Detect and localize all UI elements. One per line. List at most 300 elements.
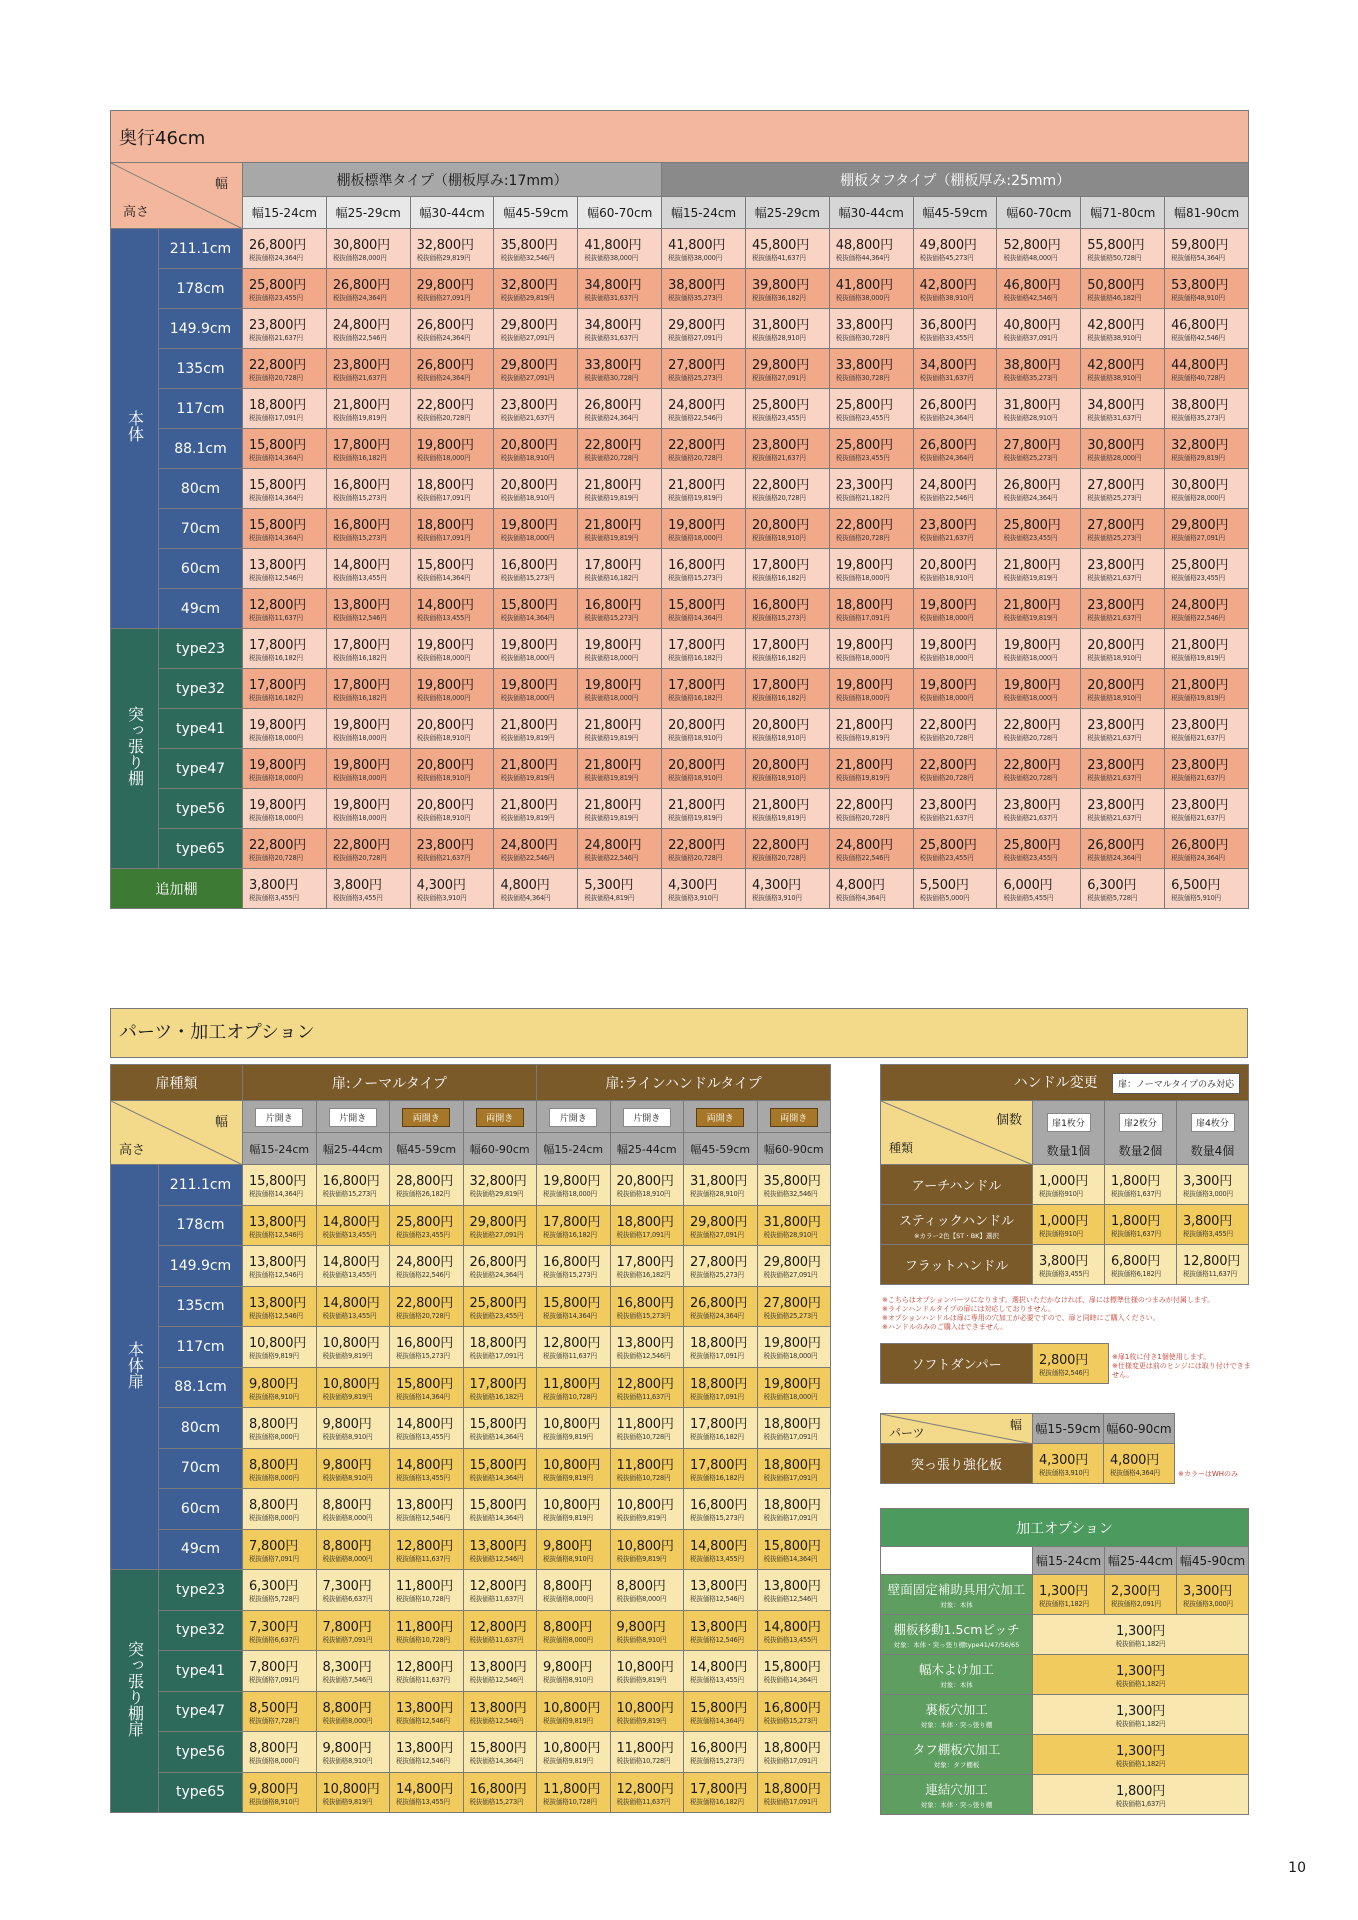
tax-excluded-price: 税抜価格12,546円 <box>690 1595 744 1604</box>
price-cell <box>997 789 1081 829</box>
door-opening-tag-cell <box>463 1101 537 1133</box>
price-cell <box>610 1610 684 1651</box>
tax-excluded-price: 税抜価格16,182円 <box>332 694 387 702</box>
price-cell <box>745 829 829 869</box>
tax-excluded-price: 税抜価格21,637円 <box>919 814 974 822</box>
quantity-header: 数量4個 <box>1190 1143 1235 1158</box>
tax-excluded-price: 税抜価格28,000円 <box>332 254 387 262</box>
price: 23,800円 <box>1087 758 1145 773</box>
tax-excluded-price: 税抜価格20,728円 <box>919 774 974 782</box>
price-cell <box>997 749 1081 789</box>
tax-excluded-price: 税抜価格18,000円 <box>835 694 890 702</box>
price: 26,800円 <box>919 438 977 453</box>
price: 27,800円 <box>1087 478 1145 493</box>
handle-axis-corner <box>881 1101 1033 1165</box>
price-cell <box>829 269 913 309</box>
price-cell <box>537 1165 611 1206</box>
price: 22,800円 <box>416 398 474 413</box>
price: 14,800円 <box>690 1660 748 1676</box>
price: 19,800円 <box>835 678 893 693</box>
door-count-tag: 扉1枚分 <box>1047 1113 1091 1132</box>
price: 13,800円 <box>469 1538 527 1554</box>
price-cell <box>1033 1165 1105 1205</box>
price: 19,800円 <box>500 518 558 533</box>
price-cell <box>1081 669 1165 709</box>
price-cell <box>662 629 746 669</box>
price: 21,800円 <box>332 398 390 413</box>
price: 20,800円 <box>616 1174 674 1190</box>
tax-excluded-price: 税抜価格15,273円 <box>690 1514 744 1523</box>
handle-name-cell <box>881 1245 1033 1285</box>
price: 9,800円 <box>249 1781 299 1797</box>
tax-excluded-price: 税抜価格21,637円 <box>416 854 471 862</box>
price: 26,800円 <box>249 238 307 253</box>
tax-excluded-price: 税抜価格11,637円 <box>1183 1270 1237 1278</box>
price: 8,800円 <box>616 1579 666 1595</box>
price-cell <box>390 1327 464 1368</box>
tax-excluded-price: 税抜価格46,182円 <box>1087 294 1142 302</box>
row-header: 135cm <box>159 349 243 389</box>
tax-excluded-price: 税抜価格1,637円 <box>1115 1800 1166 1808</box>
price-cell <box>390 1529 464 1570</box>
tax-excluded-price: 税抜価格29,819円 <box>500 294 555 302</box>
price: 4,300円 <box>1039 1453 1089 1468</box>
price: 14,800円 <box>396 1781 454 1797</box>
price: 15,800円 <box>396 1376 454 1392</box>
price: 16,800円 <box>668 558 726 573</box>
price: 16,800円 <box>332 518 390 533</box>
reinforce-axis-corner <box>881 1414 1033 1444</box>
price-cell <box>390 1367 464 1408</box>
tax-excluded-price: 税抜価格8,000円 <box>249 1514 299 1523</box>
tax-excluded-price: 税抜価格9,819円 <box>249 1352 299 1361</box>
tax-excluded-price: 税抜価格9,819円 <box>616 1676 667 1685</box>
price-cell <box>1081 629 1165 669</box>
price-cell <box>757 1367 831 1408</box>
price-cell <box>1033 1655 1249 1695</box>
price: 20,800円 <box>500 478 558 493</box>
handle-name: アーチハンドル <box>911 1179 1002 1194</box>
price-cell <box>243 1529 317 1570</box>
tax-excluded-price: 税抜価格31,637円 <box>919 374 974 382</box>
price-cell <box>610 1367 684 1408</box>
tax-excluded-price: 税抜価格54,364円 <box>1171 254 1225 262</box>
tax-excluded-price: 税抜価格25,273円 <box>668 374 722 382</box>
price: 25,800円 <box>751 398 810 413</box>
price-cell <box>757 1651 831 1692</box>
price: 23,800円 <box>249 318 307 333</box>
tax-excluded-price: 税抜価格19,819円 <box>1171 654 1225 662</box>
price-cell <box>684 1691 758 1732</box>
price-cell <box>610 1246 684 1287</box>
price: 8,800円 <box>322 1700 372 1716</box>
price: 10,800円 <box>616 1660 674 1676</box>
price: 23,800円 <box>751 438 810 453</box>
table-row <box>111 669 1249 709</box>
price: 6,300円 <box>249 1579 299 1595</box>
price: 19,800円 <box>919 678 977 693</box>
price: 1,000円 <box>1039 1174 1089 1189</box>
tax-excluded-price: 税抜価格23,455円 <box>751 414 806 422</box>
tax-excluded-price: 税抜価格13,455円 <box>322 1271 377 1280</box>
tax-excluded-price: 税抜価格18,000円 <box>835 654 890 662</box>
tax-excluded-price: 税抜価格9,819円 <box>616 1554 667 1563</box>
tax-excluded-price: 税抜価格21,637円 <box>1171 734 1225 742</box>
price: 8,800円 <box>322 1498 372 1514</box>
price-cell <box>662 669 746 709</box>
tax-excluded-price: 税抜価格19,819円 <box>500 774 555 782</box>
table-row <box>111 389 1249 429</box>
tax-excluded-price: 税抜価格21,637円 <box>500 414 555 422</box>
processing-name-cell <box>881 1775 1033 1815</box>
parts-label: パーツ <box>889 1426 925 1440</box>
price-cell <box>745 789 829 829</box>
tax-excluded-price: 税抜価格1,182円 <box>1115 1720 1166 1728</box>
tax-excluded-price: 税抜価格16,182円 <box>332 454 387 462</box>
price: 34,800円 <box>1087 398 1145 413</box>
price-cell <box>662 309 746 349</box>
tax-excluded-price: 税抜価格24,364円 <box>469 1271 524 1280</box>
price: 35,800円 <box>500 238 558 253</box>
width-column-header: 幅60-90cm <box>463 1133 537 1165</box>
tax-excluded-price: 税抜価格32,546円 <box>763 1190 818 1199</box>
price-cell <box>745 389 829 429</box>
tax-excluded-price: 税抜価格9,819円 <box>543 1433 593 1442</box>
price: 11,800円 <box>616 1417 674 1433</box>
price-cell <box>997 429 1081 469</box>
table-row <box>111 1327 831 1368</box>
price-cell <box>1165 589 1249 629</box>
price: 12,800円 <box>616 1376 674 1392</box>
price-cell <box>1033 1775 1249 1815</box>
tax-excluded-price: 税抜価格15,273円 <box>751 614 806 622</box>
tax-excluded-price: 税抜価格50,728円 <box>1087 254 1142 262</box>
price-cell <box>494 829 578 869</box>
price-cell <box>494 589 578 629</box>
price-cell <box>829 429 913 469</box>
price-cell <box>745 469 829 509</box>
price-cell <box>494 269 578 309</box>
price-cell <box>410 549 494 589</box>
tax-excluded-price: 税抜価格27,091円 <box>469 1230 524 1239</box>
tax-excluded-price: 税抜価格8,000円 <box>249 1757 299 1766</box>
price: 20,800円 <box>751 718 810 733</box>
price-cell <box>463 1408 537 1449</box>
price: 24,800円 <box>332 318 390 333</box>
price: 19,800円 <box>249 798 307 813</box>
price: 31,800円 <box>690 1174 748 1190</box>
price-cell <box>578 229 662 269</box>
price: 26,800円 <box>584 398 642 413</box>
price-cell <box>1165 349 1249 389</box>
price-cell <box>243 429 327 469</box>
tax-excluded-price: 税抜価格37,091円 <box>1003 334 1058 342</box>
tax-excluded-price: 税抜価格31,637円 <box>584 334 639 342</box>
price-cell <box>494 869 578 909</box>
price-cell <box>1165 389 1249 429</box>
price: 9,800円 <box>543 1660 593 1676</box>
price: 20,800円 <box>416 758 474 773</box>
table-row <box>111 1570 831 1611</box>
tax-excluded-price: 税抜価格16,182円 <box>668 654 722 662</box>
price: 25,800円 <box>1171 558 1229 573</box>
tax-excluded-price: 税抜価格21,637円 <box>332 374 387 382</box>
table-row <box>111 229 1249 269</box>
price: 6,800円 <box>1111 1254 1161 1269</box>
price-cell <box>1081 589 1165 629</box>
page-number: 10 <box>1288 1860 1306 1876</box>
price: 53,800円 <box>1171 278 1229 293</box>
tax-excluded-price: 税抜価格18,000円 <box>416 454 471 462</box>
price: 20,800円 <box>919 558 977 573</box>
price: 25,800円 <box>1003 518 1061 533</box>
price-cell <box>578 869 662 909</box>
price: 30,800円 <box>1087 438 1145 453</box>
price: 17,800円 <box>751 678 810 693</box>
tax-excluded-price: 税抜価格18,000円 <box>584 654 639 662</box>
tax-excluded-price: 税抜価格45,273円 <box>919 254 974 262</box>
width-column-header: 幅25-29cm <box>326 197 410 229</box>
price: 29,800円 <box>751 358 810 373</box>
tax-excluded-price: 税抜価格20,728円 <box>249 374 303 382</box>
price: 23,800円 <box>1087 718 1145 733</box>
price-cell <box>316 1205 390 1246</box>
tax-excluded-price: 税抜価格1,182円 <box>1115 1640 1166 1648</box>
tax-excluded-price: 税抜価格18,000円 <box>919 654 974 662</box>
tax-excluded-price: 税抜価格23,455円 <box>469 1311 524 1320</box>
tax-excluded-price: 税抜価格18,910円 <box>668 734 722 742</box>
price: 14,800円 <box>322 1295 380 1311</box>
price-cell <box>745 309 829 349</box>
tax-excluded-price: 税抜価格8,910円 <box>616 1635 667 1644</box>
tax-excluded-price: 税抜価格18,910円 <box>616 1190 671 1199</box>
note-line: ※ハンドルのみのご購入はできません。 <box>882 1323 1008 1331</box>
depth-46-price-table <box>110 110 1249 909</box>
price-cell <box>390 1286 464 1327</box>
price: 14,800円 <box>763 1619 821 1635</box>
tax-excluded-price: 税抜価格19,819円 <box>1003 574 1058 582</box>
parts-section-bar: パーツ・加工オプション <box>110 1008 1248 1058</box>
price-cell <box>326 389 410 429</box>
group-label-body <box>111 229 159 629</box>
tax-excluded-price: 税抜価格38,910円 <box>1087 334 1142 342</box>
price: 18,800円 <box>763 1417 821 1433</box>
price: 13,800円 <box>332 598 390 613</box>
price: 18,800円 <box>763 1457 821 1473</box>
tax-excluded-price: 税抜価格3,910円 <box>1039 1469 1089 1477</box>
price: 10,800円 <box>322 1781 380 1797</box>
price-cell <box>745 229 829 269</box>
price: 31,800円 <box>751 318 810 333</box>
price: 31,800円 <box>1003 398 1061 413</box>
tax-excluded-price: 税抜価格25,273円 <box>1087 534 1142 542</box>
processing-name: 幅木よけ加工 <box>918 1662 994 1677</box>
price: 25,800円 <box>469 1295 527 1311</box>
price-cell <box>913 669 997 709</box>
tax-excluded-price: 税抜価格12,546円 <box>332 614 387 622</box>
price-cell <box>997 389 1081 429</box>
price: 17,800円 <box>332 638 390 653</box>
price: 55,800円 <box>1087 238 1145 253</box>
tax-excluded-price: 税抜価格12,546円 <box>249 1311 303 1320</box>
tax-excluded-price: 税抜価格7,728円 <box>249 1716 299 1725</box>
price: 20,800円 <box>668 758 726 773</box>
price-cell <box>326 749 410 789</box>
tax-excluded-price: 税抜価格10,728円 <box>396 1635 450 1644</box>
price: 21,800円 <box>1003 598 1061 613</box>
tax-excluded-price: 税抜価格13,455円 <box>322 1311 377 1320</box>
price: 17,800円 <box>332 678 390 693</box>
price: 20,800円 <box>668 718 726 733</box>
price-cell <box>829 629 913 669</box>
row-header: type23 <box>159 1570 243 1611</box>
price-cell <box>243 709 327 749</box>
price-cell <box>913 349 997 389</box>
table-row <box>111 509 1249 549</box>
price-cell <box>662 429 746 469</box>
price-cell <box>243 1732 317 1773</box>
tax-excluded-price: 税抜価格17,091円 <box>690 1392 744 1401</box>
tax-excluded-price: 税抜価格15,273円 <box>396 1352 450 1361</box>
price: 8,800円 <box>322 1538 372 1554</box>
price-cell <box>410 469 494 509</box>
price-cell <box>326 549 410 589</box>
price-cell <box>494 549 578 589</box>
width-column-header: 幅45-59cm <box>494 197 578 229</box>
price: 8,300円 <box>322 1660 372 1676</box>
price-cell <box>410 229 494 269</box>
price-cell <box>684 1732 758 1773</box>
price: 41,800円 <box>668 238 726 253</box>
price-cell <box>1033 1615 1249 1655</box>
tax-excluded-price: 税抜価格18,000円 <box>249 814 303 822</box>
price-cell <box>537 1529 611 1570</box>
price-cell <box>537 1691 611 1732</box>
price: 12,800円 <box>469 1619 527 1635</box>
price-cell <box>410 709 494 749</box>
door-opening-tag-cell <box>316 1101 390 1133</box>
price-cell <box>410 389 494 429</box>
price: 29,800円 <box>469 1214 527 1230</box>
tax-excluded-price: 税抜価格3,000円 <box>1183 1190 1233 1198</box>
quantity-header: 数量1個 <box>1046 1143 1091 1158</box>
price: 49,800円 <box>919 238 977 253</box>
row-header: type47 <box>159 1691 243 1732</box>
tax-excluded-price: 税抜価格19,819円 <box>1003 614 1058 622</box>
price: 3,300円 <box>1183 1174 1233 1189</box>
price-cell <box>243 629 327 669</box>
processing-row <box>881 1655 1249 1695</box>
tax-excluded-price: 税抜価格13,455円 <box>332 574 387 582</box>
processing-name-cell <box>881 1575 1033 1615</box>
tax-excluded-price: 税抜価格1,637円 <box>1111 1190 1161 1198</box>
tax-excluded-price: 税抜価格3,455円 <box>1183 1230 1233 1238</box>
height-label: 高さ <box>119 1143 146 1158</box>
price: 22,800円 <box>919 718 977 733</box>
price-cell <box>463 1165 537 1206</box>
price-cell <box>1165 509 1249 549</box>
tax-excluded-price: 税抜価格22,546円 <box>835 854 890 862</box>
tax-excluded-price: 税抜価格17,091円 <box>416 534 471 542</box>
tax-excluded-price: 税抜価格30,728円 <box>835 334 890 342</box>
table-row <box>111 269 1249 309</box>
price-cell <box>463 1732 537 1773</box>
price: 42,800円 <box>1087 318 1145 333</box>
axis-corner <box>111 1101 243 1165</box>
tax-excluded-price: 税抜価格10,728円 <box>396 1595 450 1604</box>
price-cell <box>463 1772 537 1813</box>
price-cell <box>913 789 997 829</box>
tax-excluded-price: 税抜価格24,364円 <box>919 414 974 422</box>
price: 2,300円 <box>1111 1584 1161 1599</box>
price-cell <box>326 629 410 669</box>
price-cell <box>662 789 746 829</box>
price: 9,800円 <box>322 1457 372 1473</box>
tax-excluded-price: 税抜価格26,182円 <box>396 1190 450 1199</box>
tax-excluded-price: 税抜価格10,728円 <box>616 1433 671 1442</box>
price: 13,800円 <box>763 1579 821 1595</box>
tax-excluded-price: 税抜価格12,546円 <box>396 1716 450 1725</box>
price-cell <box>745 749 829 789</box>
price: 10,800円 <box>543 1498 601 1514</box>
tax-excluded-price: 税抜価格40,728円 <box>1171 374 1225 382</box>
price-cell <box>1081 469 1165 509</box>
price-cell <box>410 589 494 629</box>
price-cell <box>1033 1205 1105 1245</box>
tax-excluded-price: 税抜価格12,546円 <box>763 1595 818 1604</box>
tax-excluded-price: 税抜価格14,364円 <box>249 1190 303 1199</box>
price: 12,800円 <box>469 1579 527 1595</box>
price-cell <box>757 1610 831 1651</box>
door-opening-tag-cell <box>390 1101 464 1133</box>
price-cell <box>243 229 327 269</box>
price-cell <box>757 1570 831 1611</box>
tax-excluded-price: 税抜価格3,910円 <box>416 894 467 902</box>
price-cell <box>316 1246 390 1287</box>
price: 22,800円 <box>396 1295 454 1311</box>
price: 25,800円 <box>919 838 977 853</box>
price-cell <box>1165 269 1249 309</box>
tax-excluded-price: 税抜価格20,728円 <box>835 534 890 542</box>
price-cell <box>463 1529 537 1570</box>
price-cell <box>913 429 997 469</box>
tax-excluded-price: 税抜価格12,546円 <box>469 1716 524 1725</box>
handle-row <box>881 1165 1249 1205</box>
price-cell <box>316 1570 390 1611</box>
price-cell <box>1081 709 1165 749</box>
group-text: 突っ張り棚扉 <box>125 1640 145 1737</box>
tax-excluded-price: 税抜価格11,637円 <box>616 1797 671 1806</box>
row-header: 149.9cm <box>159 309 243 349</box>
tax-excluded-price: 税抜価格41,637円 <box>751 254 806 262</box>
tax-excluded-price: 税抜価格21,182円 <box>835 494 890 502</box>
price-cell <box>610 1772 684 1813</box>
price-cell <box>578 389 662 429</box>
tax-excluded-price: 税抜価格23,455円 <box>835 414 890 422</box>
price-cell <box>610 1732 684 1773</box>
tax-excluded-price: 税抜価格22,546円 <box>500 854 555 862</box>
price: 21,800円 <box>584 758 642 773</box>
price: 59,800円 <box>1171 238 1229 253</box>
price: 8,800円 <box>543 1579 593 1595</box>
price-cell <box>997 309 1081 349</box>
price: 22,800円 <box>835 518 893 533</box>
tax-excluded-price: 税抜価格23,455円 <box>1171 574 1225 582</box>
price: 4,800円 <box>1110 1453 1160 1468</box>
price-cell <box>829 749 913 789</box>
price: 19,800円 <box>1003 638 1061 653</box>
price-cell <box>913 389 997 429</box>
